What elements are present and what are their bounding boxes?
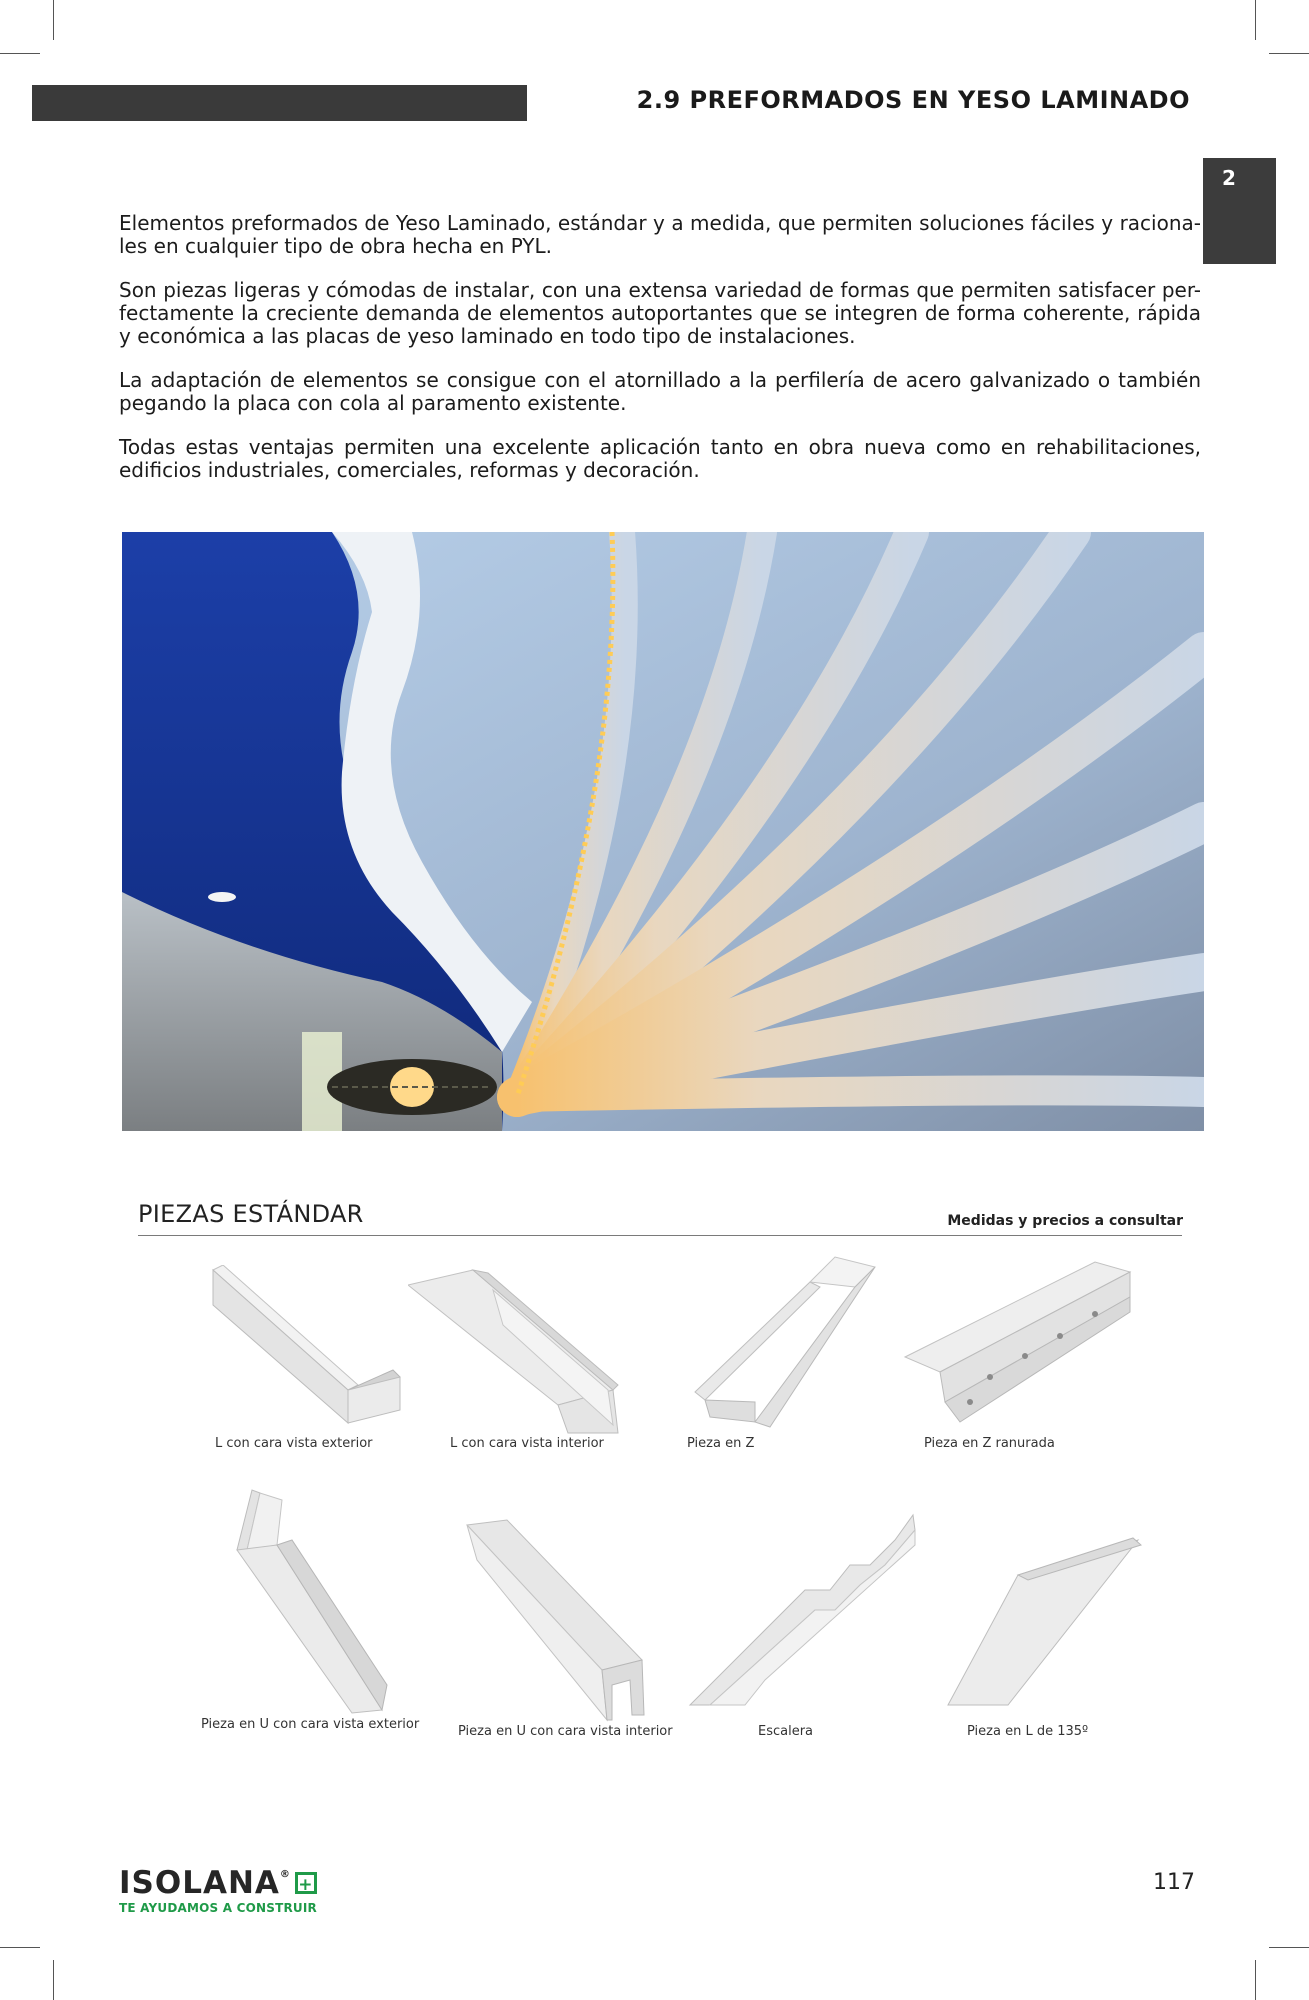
logo-brand-text: ISOLANA [119, 1865, 280, 1901]
l-profile-exterior-icon [208, 1265, 403, 1425]
ceiling-photo-illustration [122, 532, 1204, 1131]
z-slotted-profile-icon [900, 1252, 1140, 1432]
crop-mark [0, 53, 40, 54]
piece-caption: Pieza en L de 135º [967, 1724, 1089, 1739]
logo-registered-mark: ® [279, 1869, 291, 1880]
l-profile-interior-icon [408, 1265, 623, 1435]
crop-mark [53, 1960, 54, 2000]
crop-mark [1255, 1960, 1256, 2000]
piece-caption: Pieza en U con cara vista exterior [201, 1717, 420, 1732]
piece-caption: Pieza en U con cara vista interior [458, 1724, 673, 1739]
section-title: 2.9 PREFORMADOS EN YESO LAMINADO [636, 86, 1190, 114]
logo-wordmark [119, 1858, 317, 1900]
piece-caption: L con cara vista exterior [215, 1436, 373, 1451]
logo-plus-icon: + [295, 1872, 317, 1894]
chapter-number: 2 [1222, 166, 1236, 190]
pieces-note: Medidas y precios a consultar [947, 1213, 1183, 1229]
piece-caption: Pieza en Z ranurada [924, 1436, 1055, 1451]
page-number: 117 [1153, 1870, 1195, 1895]
pieces-divider [138, 1235, 1182, 1236]
intro-paragraph: Son piezas ligeras y cómodas de instalar, con una extensa variedad de formas que permiten satisfacer per-fectamente la creciente demanda de elementos autoportantes que se integren de forma coherente, rápida y económica a las placas de yeso laminado en todo tipo de instalaciones. [119, 278, 1201, 348]
intro-paragraph: Elementos preformados de Yeso Laminado, estándar y a medida, que permiten soluciones fáciles y raciona-les en cualquier tipo de obra hecha en PYL. [119, 211, 1201, 258]
ceiling-photo [122, 532, 1204, 1131]
chapter-tab [1203, 158, 1276, 264]
piece-caption: L con cara vista interior [450, 1436, 604, 1451]
u-profile-exterior-icon [232, 1485, 392, 1715]
logo-tagline: TE AYUDAMOS A CONSTRUIR [119, 1901, 317, 1915]
intro-paragraph: Todas estas ventajas permiten una excelente aplicación tanto en obra nueva como en rehabilitaciones, edificios industriales, comerciales, reformas y decoración. [119, 435, 1201, 482]
crop-mark [1269, 53, 1309, 54]
stair-profile-icon [685, 1510, 920, 1710]
piece-caption: Escalera [758, 1724, 814, 1739]
pieces-title: PIEZAS ESTÁNDAR [138, 1200, 364, 1228]
z-profile-icon [690, 1252, 880, 1432]
piece-caption: Pieza en Z [687, 1436, 755, 1451]
header-bar [32, 85, 527, 121]
crop-mark [0, 1947, 40, 1948]
crop-mark [1269, 1947, 1309, 1948]
l-135-profile-icon [943, 1530, 1143, 1710]
crop-mark [53, 0, 54, 40]
crop-mark [1255, 0, 1256, 40]
isolana-logo [119, 1858, 317, 1915]
u-profile-interior-icon [462, 1515, 647, 1725]
intro-text [119, 212, 1201, 503]
intro-paragraph: La adaptación de elementos se consigue con el atornillado a la perfilería de acero galvanizado o también pegando la placa con cola al paramento existente. [119, 368, 1201, 415]
